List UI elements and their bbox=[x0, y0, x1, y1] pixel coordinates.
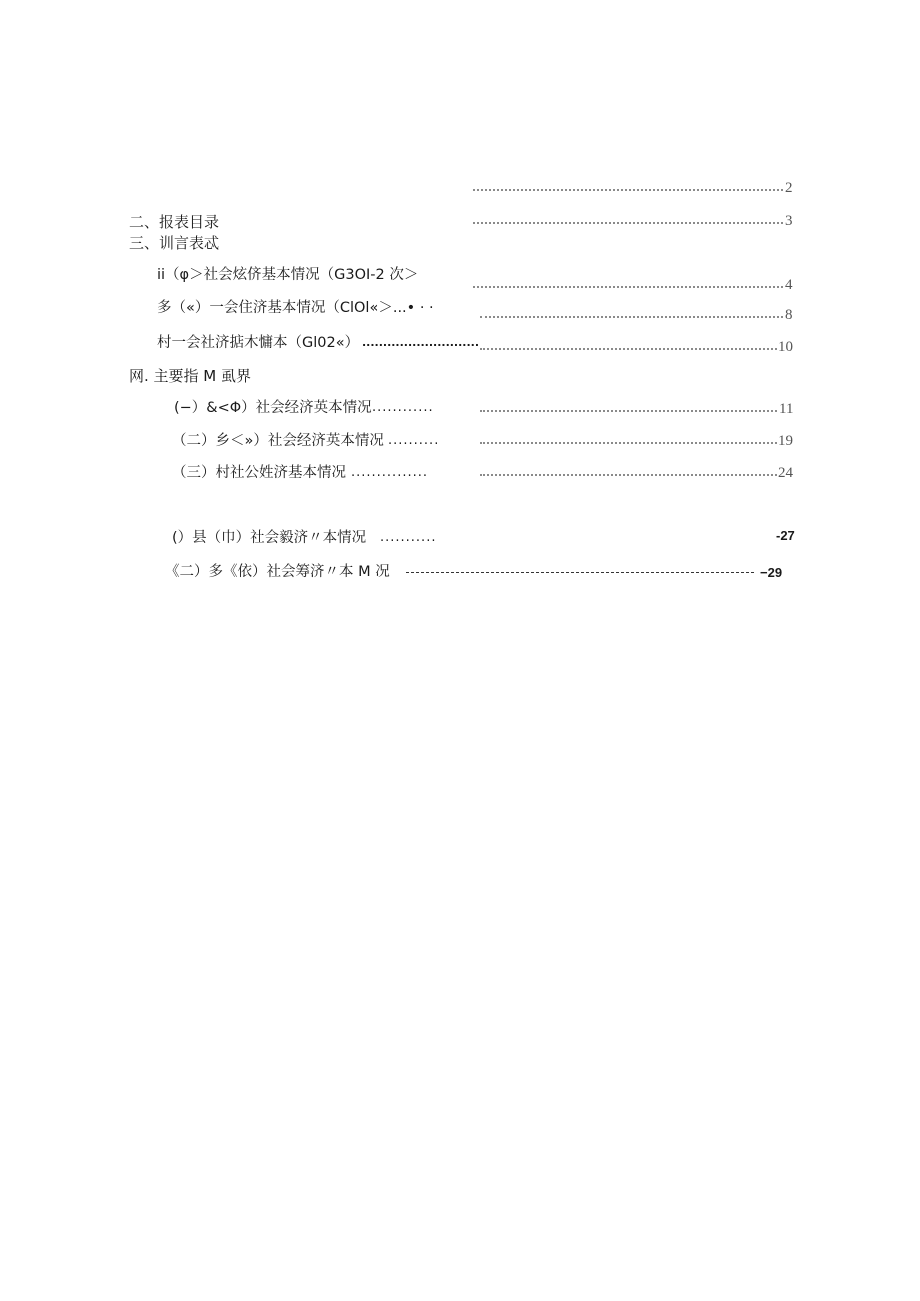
page-number: 24 bbox=[778, 465, 793, 481]
toc-dot-leader: ............................ bbox=[362, 336, 480, 349]
toc-leader bbox=[480, 316, 783, 320]
toc-dot-leader: ............ bbox=[372, 400, 434, 415]
toc-entry: （三）村社公姓济基本情况 bbox=[172, 465, 346, 481]
page-number: 2 bbox=[785, 180, 793, 196]
toc-leader bbox=[473, 222, 783, 226]
toc-leader bbox=[473, 189, 783, 193]
toc-leader bbox=[480, 442, 777, 446]
page-number: −29 bbox=[760, 565, 783, 580]
toc-leader bbox=[480, 474, 777, 478]
toc-leader bbox=[480, 348, 777, 352]
page-number: 11 bbox=[779, 401, 794, 417]
toc-entry: 多（«）一会住济基本情况（ClOl«＞...• · · bbox=[157, 300, 434, 316]
toc-heading: 网. 主要指 M 虱界 bbox=[129, 367, 252, 385]
page-number: 3 bbox=[785, 213, 793, 229]
toc-dash-leader bbox=[406, 572, 754, 574]
page-number: 8 bbox=[785, 307, 793, 323]
toc-entry: （二）乡＜»）社会经济英本情况 bbox=[172, 433, 384, 449]
toc-leader bbox=[473, 286, 783, 290]
toc-dot-leader: ............... bbox=[351, 465, 428, 480]
toc-entry: 《二）多《依）社会筹济〃本 M 况 bbox=[165, 564, 390, 580]
toc-entry: 村一会社济掂木慵本（Gl02«） bbox=[157, 335, 360, 351]
page-number: 10 bbox=[778, 339, 793, 355]
page-number: 4 bbox=[785, 277, 793, 293]
toc-dot-leader: .......... bbox=[388, 433, 440, 448]
page-number: -27 bbox=[776, 528, 795, 543]
toc-entry: (）县（巾）社会毅济〃本情况 bbox=[172, 530, 367, 546]
toc-leader bbox=[480, 410, 777, 414]
toc-entry: (−）&<Φ）社会经济英本情况 bbox=[174, 400, 372, 416]
toc-heading: 三、训言表忒 bbox=[129, 234, 220, 252]
toc-heading: 二、报表目录 bbox=[129, 213, 220, 231]
toc-dot-leader: ........... bbox=[380, 530, 437, 545]
page-number: 19 bbox=[778, 433, 793, 449]
toc-entry: ii（φ＞社会炫侪基本情况（G3OI-2 次＞ bbox=[157, 267, 419, 283]
